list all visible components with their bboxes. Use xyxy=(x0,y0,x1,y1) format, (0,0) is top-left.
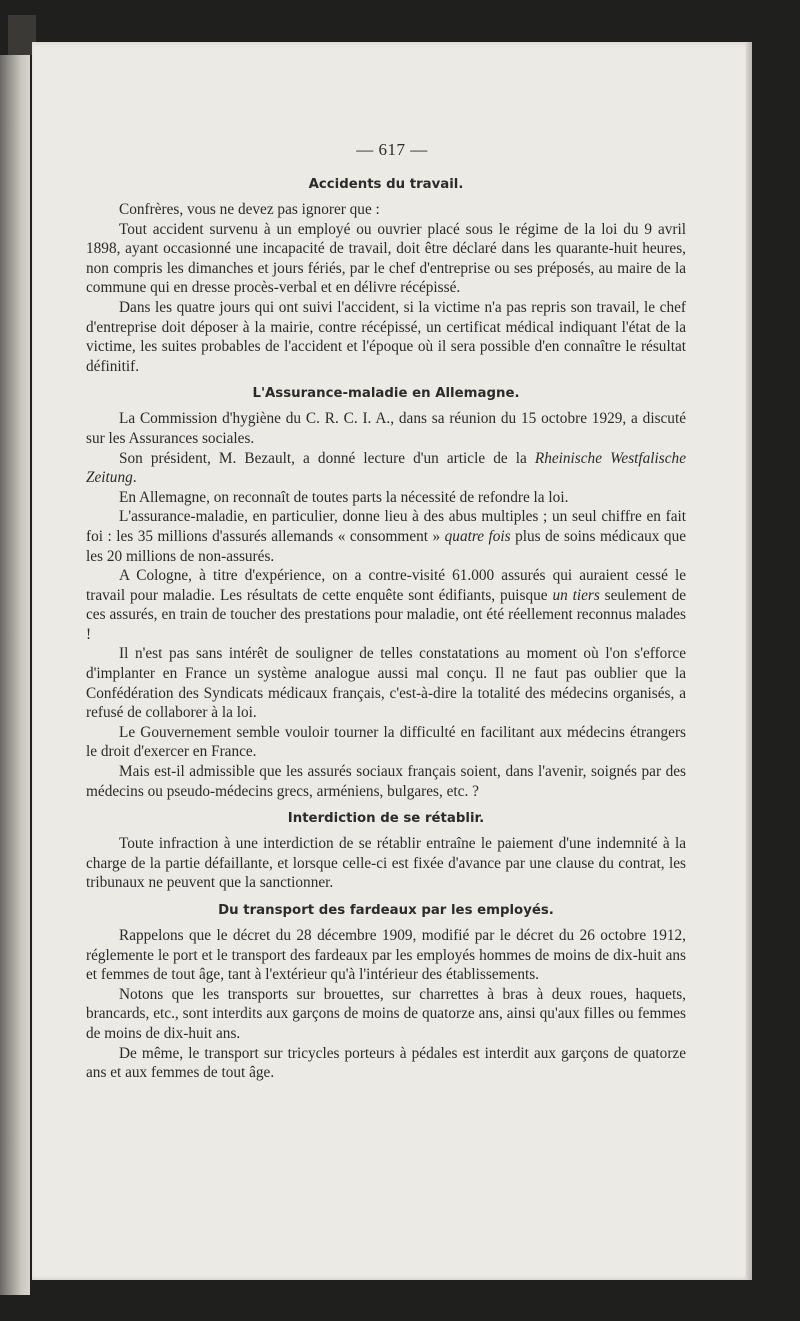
paragraph: Mais est-il admissible que les assurés sociaux français soient, dans l'avenir, soignés par des médecins ou pseudo-médecins grecs, arméniens, bulgares, etc. ? xyxy=(86,763,686,800)
paragraph: Son président, M. Bezault, a donné lecture d'un article de la Rheinische Westfalische Zeitung. xyxy=(86,449,686,487)
paragraph: Dans les quatre jours qui ont suivi l'accident, si la victime n'a pas repris son travail, le chef d'entreprise doit déposer à la mairie, contre récépissé, un certificat médical indiquant l'état de la victime, les suites probables de l'accident et l'époque où il sera possible d'en connaître le résultat définitif. xyxy=(86,298,686,375)
page-edge xyxy=(746,42,752,1280)
paragraph: Tout accident survenu à un employé ou ouvrier placé sous le régime de la loi du 9 avril 1898, ayant occasionné une incapacité de travail, doit être déclaré dans les quarante-huit heures, non compris les dimanches et jours fériés, par le chef d'entreprise ou ses préposés, au maire de la commune qui en dresse procès-verbal et en délivre récépissé. xyxy=(86,220,686,297)
paragraph: Le Gouvernement semble vouloir tourner la difficulté en facilitant aux médecins étrangers le droit d'exercer en France. xyxy=(86,723,686,761)
book-left-pages xyxy=(0,55,30,1295)
section-heading-accidents: Accidents du travail. xyxy=(308,177,464,192)
section-heading-interdiction: Interdiction de se rétablir. xyxy=(287,811,485,827)
paragraph: La Commission d'hygiène du C. R. C. I. A., dans sa réunion du 15 octobre 1929, a discuté sur les Assurances sociales. xyxy=(86,410,686,447)
paragraph: Rappelons que le décret du 28 décembre 1909, modifié par le décret du 26 octobre 1912, réglemente le port et le transport des fardeaux par les employés hommes de moins de dix-huit ans et femmes de tout âge, tant à l'extérieur qu'à l'intérieur des établissements. xyxy=(86,927,686,984)
emphasis: quatre fois xyxy=(444,527,511,545)
paragraph: En Allemagne, on reconnaît de toutes parts la nécessité de refondre la loi. xyxy=(119,488,569,506)
paragraph: Notons que les transports sur brouettes, sur charrettes à bras à deux roues, haquets, brancards, etc., sont interdits aux garçons de moins de quatorze ans, ainsi qu'aux filles ou femmes de moins de dix-huit ans. xyxy=(86,985,686,1042)
page-number: — 617 — xyxy=(356,140,428,159)
paragraph: L'assurance-maladie, en particulier, donne lieu à des abus multiples ; un seul chiffre en fait foi : les 35 millions d'assurés allemands « consomment » quatre fois plus de soins médicaux que les 20 millions de non-assurés. xyxy=(86,508,687,565)
book-page xyxy=(32,42,752,1280)
page-content xyxy=(86,136,686,1083)
section-heading-transport: Du transport des fardeaux par les employés. xyxy=(218,903,554,918)
paragraph: A Cologne, à titre d'expérience, on a contre-visité 61.000 assurés qui auraient cessé le travail pour maladie. Les résultats de cette enquête sont édifiants, puisque un tiers seulement de ces assurés, en train de toucher des prestations pour maladie, ont été réellement reconnus malades ! xyxy=(86,567,687,643)
paragraph: Confrères, vous ne devez pas ignorer que : xyxy=(119,201,380,218)
paragraph: Toute infraction à une interdiction de se rétablir entraîne le paiement d'une indemnité à la charge de la partie défaillante, et lorsque celle-ci est fixée d'avance par une clause du contrat, les tribunaux ne peuvent que la sanctionner. xyxy=(86,835,686,892)
newspaper-title: Rheinische Westfalische Zeitung xyxy=(86,449,686,487)
emphasis: un tiers xyxy=(552,586,600,604)
paragraph: De même, le transport sur tricycles porteurs à pédales est interdit aux garçons de quatorze ans et aux femmes de tout âge. xyxy=(86,1044,686,1082)
section-heading-assurance-maladie: L'Assurance-maladie en Allemagne. xyxy=(252,386,520,402)
paragraph: Il n'est pas sans intérêt de souligner de telles constatations au moment où l'on s'efforce d'implanter en France un système analogue aussi mal conçu. Il ne faut pas oublier que la Confédération des Syndicats médicaux français, c'est-à-dire la totalité des médecins organisés, a refusé de collaborer à la loi. xyxy=(86,645,686,722)
